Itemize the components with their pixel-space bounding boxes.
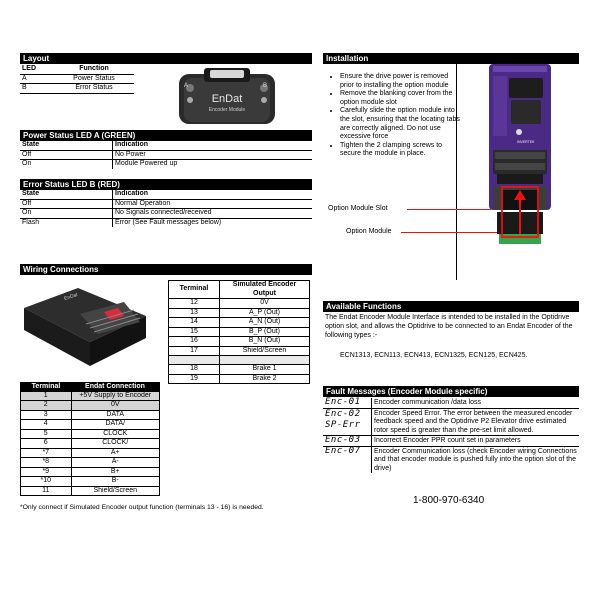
endat-connection: CLOCK/ [102, 439, 129, 446]
fault-text: Incorrect Encoder PPR count set in parameters [374, 437, 521, 444]
sim-spacer [220, 356, 310, 365]
fault-code: Enc-07 [325, 445, 361, 456]
endat-terminal: *9 [21, 467, 72, 477]
endat-connection: 0V [110, 401, 120, 408]
installation-step: • Remove the blanking cover from the option module slot [340, 90, 460, 107]
installation-title-bar: Installation [323, 53, 579, 64]
power-row-state: On [22, 160, 32, 167]
error-row-state: On [22, 209, 32, 216]
brake-terminal: 19 [169, 374, 220, 384]
sim-output: B_N (Out) [248, 337, 281, 344]
endat-terminal: 2 [21, 401, 72, 411]
error-header-state: State [22, 190, 40, 197]
endat-terminal: 5 [21, 429, 72, 439]
endat-terminal: 1 [21, 392, 72, 401]
faults-table [323, 398, 579, 473]
endat-terminal: 4 [21, 420, 72, 430]
functions-title-bar: Available Functions [323, 301, 579, 312]
endat-connection: B- [111, 477, 119, 484]
installation-step: • Carefully slide the option module into the slot, ensuring that the locating tabs are correctly aligned. Do not use excessive force [340, 107, 460, 141]
fault-code-cell [323, 436, 372, 447]
power-row-indication: No Power [113, 150, 313, 160]
installation-steps [330, 73, 460, 159]
brake-output: Brake 1 [252, 365, 277, 372]
endat-terminal: 3 [21, 410, 72, 420]
sim-header-terminal: Terminal [169, 281, 220, 299]
endat-connection: A- [111, 458, 119, 465]
pin-a-label: A [184, 83, 189, 89]
drive-image [483, 60, 557, 246]
fault-code-cell [323, 446, 372, 473]
layout-row-led: A [22, 74, 27, 82]
pin-b-label: B [263, 83, 268, 89]
endat-connection: DATA [106, 410, 125, 418]
layout-row-led: B [22, 84, 27, 91]
sim-terminal: 13 [169, 308, 220, 318]
sim-output: A_P (Out) [249, 308, 280, 316]
endat-terminal: *8 [21, 458, 72, 468]
option-module-pointer [401, 232, 497, 233]
fault-text: Encoder Communication loss (check Encoder wiring Connections and that encoder module is pushed fully into the option slot of the drive) [374, 447, 577, 472]
endat-connection: +5V Supply to Encoder [79, 391, 152, 399]
sim-output: 0V [260, 299, 269, 306]
faults-title-bar: Fault Messages (Encoder Module specific) [323, 386, 579, 397]
endat-table [20, 382, 160, 496]
sim-terminal: 16 [169, 337, 220, 347]
wiring-footnote: *Only connect if Simulated Encoder output function (terminals 13 - 16) is needed. [20, 504, 264, 511]
error-header-indication: Indication [113, 190, 313, 199]
fault-code-alt: SP-Err [325, 419, 361, 430]
fault-text: Encoder communication /data loss [374, 399, 481, 406]
error-row-indication: No Signals connected/received [113, 209, 313, 219]
error-led-table [20, 190, 312, 227]
layout-header-function: Function [79, 65, 109, 72]
endat-terminal: 11 [21, 486, 72, 496]
drive-brand: INVERTEK [517, 140, 535, 144]
power-header-indication: Indication [113, 141, 313, 150]
sim-terminal: 14 [169, 318, 220, 328]
fault-code: Enc-02 [325, 408, 361, 419]
layout-title-bar: Layout [20, 53, 312, 64]
functions-types: ECN1313, ECN113, ECN413, ECN1325, ECN125, ECN425. [340, 352, 528, 359]
power-header-state: State [22, 141, 40, 148]
layout-header-led: LED [22, 65, 36, 72]
layout-row-function: Error Status [75, 84, 113, 91]
phone-number: 1-800-970-6340 [413, 495, 485, 506]
sim-output: Shield/Screen [242, 346, 287, 354]
sim-output: A_N (Out) [248, 318, 281, 325]
fault-text: Encoder Speed Error. The error between the measured encoder feedback speed and the Optidrive P2 Elevator drive estimated rotor speed is greater than the pre-set limit allowed. [374, 409, 573, 434]
sim-encoder-table [168, 280, 310, 384]
functions-text: The Endat Encoder Module Interface is intended to be installed in the Optidrive option slot, and allows the Optidrive to be connected to an Endat Encoder of the following types :- [325, 314, 573, 339]
endat-terminal: *7 [21, 448, 72, 458]
error-row-state: Flash [22, 218, 40, 226]
module-label-sub: Encoder Module [208, 107, 246, 113]
brake-output: Brake 2 [252, 374, 277, 382]
encoder-module-image [176, 66, 278, 126]
endat-header-connection: Endat Connection [85, 383, 145, 390]
sim-terminal: 15 [169, 327, 220, 337]
layout-row-function: Power Status [73, 74, 115, 82]
power-led-title-bar: Power Status LED A (GREEN) [20, 130, 312, 141]
endat-connection: B+ [110, 467, 120, 475]
power-row-state: Off [22, 150, 32, 158]
power-row-indication: Module Powered up [113, 160, 313, 169]
sim-terminal: 17 [169, 346, 220, 356]
fault-code: Enc-03 [325, 435, 361, 445]
sim-header-output: Simulated Encoder Output [232, 281, 297, 297]
wiring-title-bar: Wiring Connections [20, 264, 312, 275]
brake-terminal: 18 [169, 365, 220, 375]
sim-terminal: 12 [169, 299, 220, 309]
module-label-main: EnDat [211, 93, 243, 105]
endat-connection: Shield/Screen [93, 486, 138, 494]
wiring-module-image [20, 280, 148, 372]
error-row-indication: Normal Operation [113, 199, 313, 209]
sim-output: B_P (Out) [249, 327, 280, 335]
power-led-table [20, 141, 312, 169]
option-slot-label: Option Module Slot [328, 205, 388, 212]
error-row-state: Off [22, 199, 32, 207]
option-module-label: Option Module [346, 228, 392, 235]
option-slot-pointer [407, 209, 491, 210]
endat-terminal: *10 [21, 477, 72, 487]
endat-connection: DATA/ [105, 420, 126, 427]
installation-step: • Ensure the drive power is removed prior to installing the option module [340, 73, 460, 90]
sim-spacer [169, 356, 220, 365]
error-led-title-bar: Error Status LED B (RED) [20, 179, 312, 190]
fault-code-cell [323, 408, 372, 436]
wiring-photo-label: EnDat [63, 291, 79, 303]
endat-header-terminal: Terminal [31, 383, 61, 390]
fault-code-cell [323, 398, 372, 408]
installation-step: • Tighten the 2 clamping screws to secure the module in place. [340, 142, 460, 159]
endat-terminal: 6 [21, 439, 72, 449]
endat-connection: A+ [110, 448, 120, 456]
endat-connection: CLOCK [103, 429, 128, 437]
fault-code: Enc-01 [325, 397, 361, 407]
error-row-indication: Error (See Fault messages below) [113, 218, 313, 227]
layout-table [20, 65, 134, 94]
